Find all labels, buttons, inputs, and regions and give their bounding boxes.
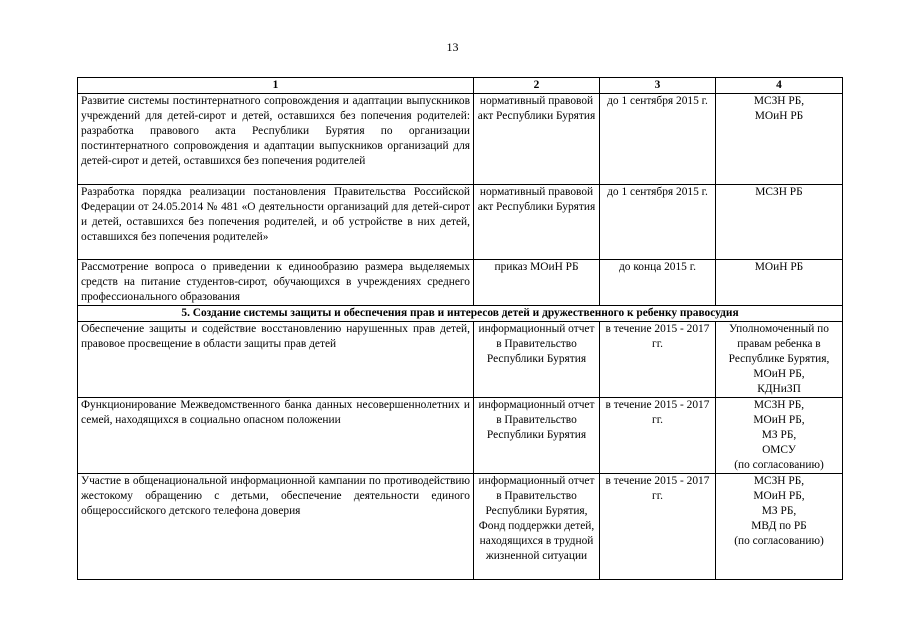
page-number: 13	[446, 40, 459, 54]
activity-cell: Участие в общенациональной информационной кампании по противодействию жестокому обращению с детьми, обеспечение деятельности единого общероссийского детского телефона доверия	[78, 474, 474, 580]
executors-cell	[716, 185, 843, 260]
executors-cell	[716, 260, 843, 306]
table-header-row	[78, 78, 843, 94]
executor: МСЗН РБ,	[753, 399, 805, 411]
table-row	[78, 185, 843, 260]
executor: Уполномоченный по правам ребенка в Республике Бурятия,	[728, 323, 830, 365]
action-plan-table	[77, 77, 843, 580]
executor: МОиН РБ,	[753, 490, 805, 502]
table-row	[78, 322, 843, 398]
activity-cell: Рассмотрение вопроса о приведении к единообразию размера выделяемых средств на питание студентов-сирот, обучающихся в учреждениях среднего профессионального образования	[78, 260, 474, 306]
executors-cell	[716, 398, 843, 474]
executor: КДНиЗП	[757, 383, 801, 395]
executor: МОиН РБ	[754, 110, 804, 122]
deadline-cell: до конца 2015 г.	[600, 260, 716, 306]
deadline-cell: до 1 сентября 2015 г.	[600, 94, 716, 185]
result-cell: информационный отчет в Правительство Республики Бурятия	[474, 398, 600, 474]
result-cell: информационный отчет в Правительство Республики Бурятия	[474, 322, 600, 398]
executor: МОиН РБ,	[753, 368, 805, 380]
executor: МСЗН РБ,	[753, 95, 805, 107]
activity-cell: Разработка порядка реализации постановления Правительства Российской Федерации от 24.05.2014 № 481 «О деятельности организаций для детей-сирот и детей, оставшихся без попечения родителей, и об устройстве в них детей, оставшихся без попечения родителей»	[78, 185, 474, 260]
executor: МОиН РБ,	[753, 414, 805, 426]
executor: МЗ РБ,	[761, 505, 797, 517]
header-col-1: 1	[78, 78, 474, 94]
header-col-4: 4	[716, 78, 843, 94]
executors-cell	[716, 474, 843, 580]
deadline-cell: в течение 2015 - 2017 гг.	[600, 474, 716, 580]
deadline-cell: в течение 2015 - 2017 гг.	[600, 398, 716, 474]
executor: (по согласованию)	[734, 459, 824, 471]
deadline-cell: в течение 2015 - 2017 гг.	[600, 322, 716, 398]
section-title: 5. Создание системы защиты и обеспечения прав и интересов детей и дружественного к ребенку правосудия	[78, 306, 843, 322]
activity-cell: Функционирование Межведомственного банка данных несовершеннолетних и семей, находящихся в социально опасном положении	[78, 398, 474, 474]
executor: МВД по РБ	[751, 520, 807, 532]
result-cell: информационный отчет в Правительство Республики Бурятия, Фонд поддержки детей, находящихся в трудной жизненной ситуации	[474, 474, 600, 580]
activity-cell: Обеспечение защиты и содействие восстановлению нарушенных прав детей, правовое просвещение в области защиты прав детей	[78, 322, 474, 398]
table-row	[78, 94, 843, 185]
executors-cell	[716, 322, 843, 398]
result-cell: нормативный правовой акт Республики Бурятия	[474, 185, 600, 260]
table-row	[78, 474, 843, 580]
executor: МСЗН РБ,	[753, 475, 805, 487]
deadline-cell: до 1 сентября 2015 г.	[600, 185, 716, 260]
table-row	[78, 398, 843, 474]
executor: МСЗН РБ	[755, 186, 803, 198]
executors-cell	[716, 94, 843, 185]
executor: МОиН РБ	[754, 261, 804, 273]
header-col-3: 3	[600, 78, 716, 94]
executor: МЗ РБ,	[761, 429, 797, 441]
result-cell: нормативный правовой акт Республики Бурятия	[474, 94, 600, 185]
activity-cell: Развитие системы постинтернатного сопровождения и адаптации выпускников учреждений для детей-сирот и детей, оставшихся без попечения родителей: разработка правового акта Республики Бурятия по организации постинтернатного сопровождения и адаптации выпускников организаций для детей-сирот и детей, оставшихся без попечения родителей	[78, 94, 474, 185]
result-cell: приказ МОиН РБ	[474, 260, 600, 306]
header-col-2: 2	[474, 78, 600, 94]
executor: ОМСУ	[762, 444, 796, 456]
section-row	[78, 306, 843, 322]
executor: (по согласованию)	[734, 535, 824, 547]
table-row	[78, 260, 843, 306]
